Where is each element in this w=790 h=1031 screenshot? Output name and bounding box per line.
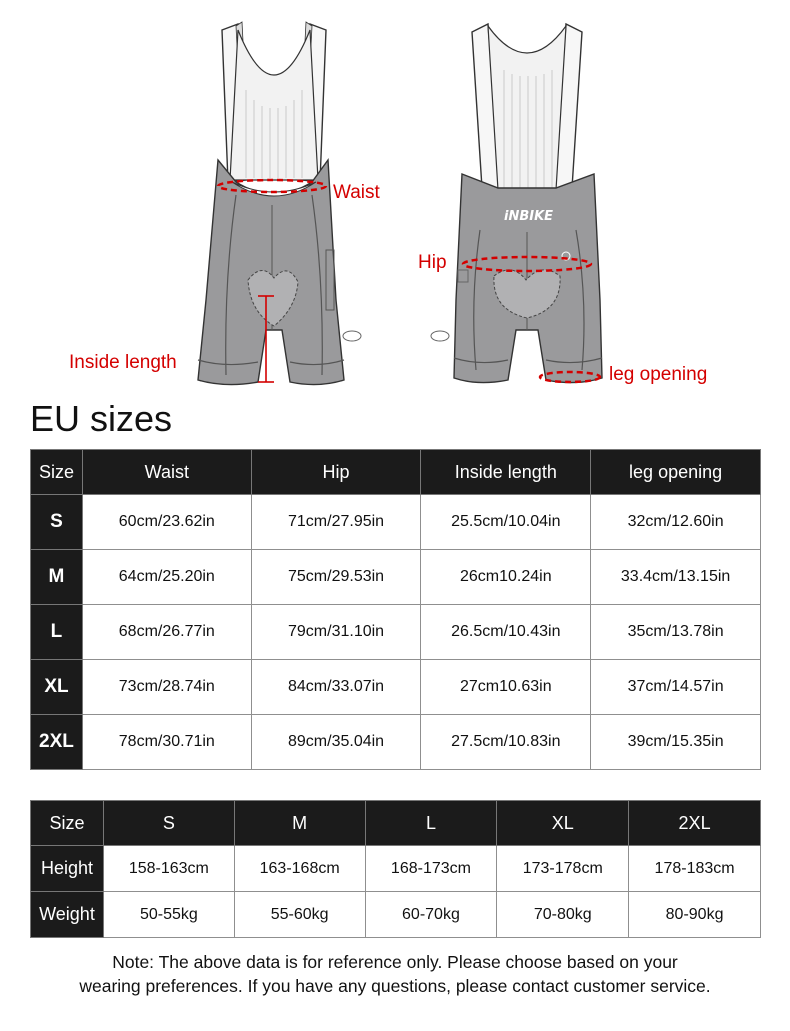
height-cell: 168-173cm [365,846,497,892]
header-inside-length: Inside length [421,450,591,495]
header-leg-opening: leg opening [591,450,761,495]
table-row [31,605,761,660]
height-cell: 173-178cm [497,846,629,892]
table-row [31,715,761,770]
leg-opening-cell: 32cm/12.60in [591,495,761,550]
waist-label: Waist [333,182,380,203]
weight-cell: 70-80kg [497,892,629,938]
height-cell: 178-183cm [629,846,761,892]
header-size-2xl: 2XL [629,801,761,846]
hip-cell: 75cm/29.53in [251,550,421,605]
table-row [31,495,761,550]
waist-cell: 64cm/25.20in [82,550,251,605]
note-line-2: wearing preferences. If you have any questions, please contact customer service. [79,976,711,996]
back-view [431,24,602,383]
hip-label: Hip [418,252,447,273]
inside-length-cell: 27cm10.63in [421,660,591,715]
note-line-1: Note: The above data is for reference only. Please choose based on your [112,952,678,972]
leg-opening-label: leg opening [609,364,708,385]
waist-cell: 78cm/30.71in [82,715,251,770]
size-cell: 2XL [31,715,83,770]
header-size-xl: XL [497,801,629,846]
inside-length-cell: 27.5cm/10.83in [421,715,591,770]
weight-row [31,892,761,938]
inside-length-cell: 26cm10.24in [421,550,591,605]
height-row [31,846,761,892]
table-header-row [31,801,761,846]
header-size-s: S [103,801,234,846]
inside-length-label: Inside length [69,352,177,373]
header-hip: Hip [251,450,421,495]
hip-cell: 71cm/27.95in [251,495,421,550]
header-size: Size [31,801,104,846]
height-cell: 158-163cm [103,846,234,892]
inside-length-cell: 25.5cm/10.04in [421,495,591,550]
height-weight-table [30,800,761,938]
leg-opening-cell: 39cm/15.35in [591,715,761,770]
size-cell: L [31,605,83,660]
header-size-m: M [234,801,365,846]
waist-cell: 60cm/23.62in [82,495,251,550]
weight-label: Weight [31,892,104,938]
table-row [31,660,761,715]
leg-opening-cell: 37cm/14.57in [591,660,761,715]
size-cell: XL [31,660,83,715]
hip-cell: 79cm/31.10in [251,605,421,660]
hip-cell: 89cm/35.04in [251,715,421,770]
table-row [31,550,761,605]
hip-cell: 84cm/33.07in [251,660,421,715]
eu-size-table [30,449,761,770]
inside-length-cell: 26.5cm/10.43in [421,605,591,660]
waist-cell: 68cm/26.77in [82,605,251,660]
bib-shorts-illustration [0,0,790,395]
header-size: Size [31,450,83,495]
height-cell: 163-168cm [234,846,365,892]
height-label: Height [31,846,104,892]
waist-cell: 73cm/28.74in [82,660,251,715]
size-cell: M [31,550,83,605]
header-waist: Waist [82,450,251,495]
page-title: EU sizes [30,398,173,439]
brand-logo: iNBIKE [504,209,554,224]
weight-cell: 55-60kg [234,892,365,938]
reference-note [0,950,790,998]
header-size-l: L [365,801,497,846]
leg-opening-cell: 33.4cm/13.15in [591,550,761,605]
weight-cell: 60-70kg [365,892,497,938]
table-header-row [31,450,761,495]
weight-cell: 50-55kg [103,892,234,938]
weight-cell: 80-90kg [629,892,761,938]
size-cell: S [31,495,83,550]
leg-opening-cell: 35cm/13.78in [591,605,761,660]
